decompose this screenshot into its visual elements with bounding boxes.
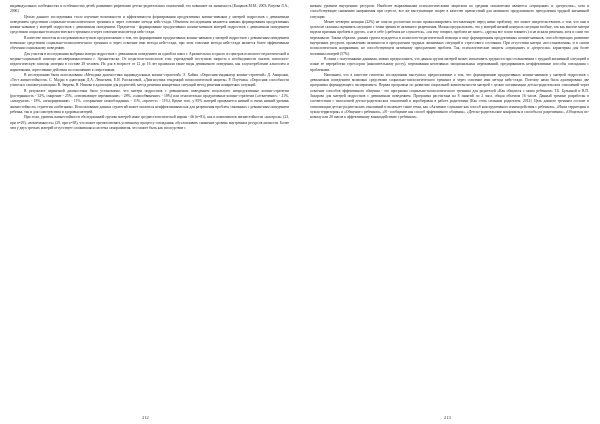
paragraph: Напомним, что в качестве гипотезы исследования выступило предположение о том, что формирование продуктивных копинг-навыков у матерей подростков с девиантным поведением возможно средствами социально-психологического тренинга и через освоение ими метода кейс-стади. Поэтому нами была адаптирована две программы формирующего эксперимента. Первая программа по развитию социальной компетентности матерей с целью оптимизации детско-родительских отношений через освоение способов эффективного общения - это программа социально-психологического тренинга для родителей «Как общаться с моим ребенком» Т.Б. Бульиной и В.П. Захарова для матерей подростков с девиантным поведением. Программа рассчитана на 8 занятий по 2 часа, общая объемом 16 часов. Данный тренинг разработан в соответствии с типологией детско-родительских отношений и апробирован в работе родителями [Как стать сильным родителем, 2012]. Цель данного тренинга состоит в оптимизации детско-родительских отношений и включает такие темы, как «Активное слушание как способ конструктивного взаимодействия с ребенком», «Наша территория и чужая территория» и «Общение с ребенком», «Я - сообщение как способ эффективного общения», «Детско-родительские конфликты и способы их разрешения», «Общаться по-новому или 20 шагов к эффективному взаимодействию с ребенком». (310, 72, 589, 120)
paragraph: индивидуальных особенностях и особенностях детей, развивают рефлексию детско-родительских отношений, что повышает их значимость [Кащаков М.М., 2003; Разуева Л.А., 2006]. (10, 4, 289, 14)
paragraph: В качестве гипотезы исследования выступило предположение о том, что формирование продуктивных копинг-навыков у матерей подростков с девиантным поведением возможно средствами социально-психологического тренинга и через освоение ими метода кейс-стади, при этом освоение метода кейс-стади является более эффективным обучения социальному поведению. (10, 35, 289, 51)
left-page-body (10, 4, 289, 412)
page-number-right: 213 (444, 415, 451, 420)
paragraph: Для участия в исследовании выбраны матери подростков с девиантным поведением из одной из школ г. Архангельска и одного из центров психолого-педагогической и медико-социальной помощи несовершеннолетним г. Архангельска. От педагогов-психологов этих учреждений поступили запросы о необходимости оказать психолого-педагогическую помощь матерям в составе 28 человек. Их для в возрасте от 12 до 16 лет проявляли такие виды девиантного поведения, как злоупотребление алкоголем и наркотиками, агрессивные действия по отношению к сверстникам. (10, 51, 289, 72)
paragraph: В результате первичной диагностики было установлено, что матери подростков с девиантным поведением используют непродуктивные копинг-стратегии (растерянность - 32%, смирение - 25%, «отвлекающее переживание» - 28%, «самообвинение» - 18%) или относительно продуктивные копинг-стратегии («отвлечение» - 21%, «альтруизм» - 18%, «игнорирование» - 11%, «сохранение самообладания» - 11%, «протест» - 11%). Кроме того, у 85% матерей проявляется низкий и очень низкий уровень жизнестойкости, стратегии «избегания». Использование данных стратегий может оказаться неэффективными как для разрешения проблем, связанных с девиантным поведением ребенка, так и для самочувствия и здоровья матерей. (10, 88, 289, 114)
paragraph: В связи с полученными данными, можно предположить, что данная группа матерей может испытывать трудности при столкновении с трудной жизненной ситуацией в плане ее переработки стрессором (накопительному росту), переживания негативных эмоциональных переживаний, предпринимать неэффективные способы совладания с проблемами. (310, 56, 589, 72)
paragraph: В исследовании были использованы «Методика диагностики индивидуальных копинг-стратегий» Э. Хайма, «Опросник-индикатор копинг-стратегий» Д. Амирхана, «Тест жизнестойкости» С. Мадди в адаптации Д.А. Леонтьева, Е.И. Рассказовой, «Диагностика тенденций психологической защиты» Р. Плутчика, «Опросник способности учителя к самоактуализации» В. Зверева, Н. Нинова в адаптации для родителей, метод решения конкретных ситуаций метод решения конкретных ситуаций. (10, 72, 289, 88)
page-number-left: 212 (142, 415, 149, 420)
paragraph: Целью данного исследования стало изучение возможности и эффективности формирования продуктивных копинг-навыков у матерей подростков с девиантным поведением средствами социально-психологического тренинга и через освоение метода кейс-стади. Объектом исследования являются навыки формирования продуктивных копинг-навыков у матерей подростков с девиантным поведением. Предметом - формирование продуктивных копинг-навыков матерей подростков с девиантным поведением средствами социально-психологического тренинга и через освоение ими метода кейс-стади. (10, 14, 289, 35)
right-page-body (310, 4, 589, 412)
paragraph: низким уровнем внутренних ресурсов. Наиболее выраженными психологическими защитами по средним показателям являются «отрицание» и «регрессия», хотя и способствующие снижению напряжения при стрессе, все же выступающие скорее в качестве препятствий для активного продуктивного преодоления трудной жизненной ситуации. (310, 4, 589, 19)
paragraph: При этом, уровень жизнестойкости обследованной группы матерей ниже среднестатистической нормы - 66 (n=81), как и компонентов жизнестойкости «контроль» (23, при n=29), «вовлеченность» (29, при n=38), что может препятствовать успешному процессу совладания, обусловливать снижение уровень внутренних ресурсов личности. Более чем у двух третьих матерей отсутствует сложившаяся система саморазвития, что может быть как последствие с (10, 115, 289, 130)
paragraph: Менее четверти женщин (22%) не смогли достаточно полно проанализировать поставленную перед ними проблему, что может свидетельствовать о том, что они в целом не склонны оценивать ситуацию с точки зрения ее активного разрешения. Можно предположить, что у матерей низкий контроль ситуации вообще, так как многие матери видели причины проблем в других, а не в себе («ребенок не слушается», «он ему говорит, проблем не знает», «друзья все плохо влияют») и не искали решения, хотя и сами это переживали. Таким образом, данная группа нуждается в психолого-педагогической помощи и ище формирования продуктивных копинг-навыков, способствующих развитию внутренних ресурсов, проявлению активности в преодолении трудных жизненных ситуаций и стрессового состояния. При отсутствии матери «восстановления» и в самом психологическом напряжении, не способствующем активному преодолению проблем. Так, психологические защиты «отрицание» и «регрессия» характерны для более половины матерей (57%). (310, 19, 589, 56)
